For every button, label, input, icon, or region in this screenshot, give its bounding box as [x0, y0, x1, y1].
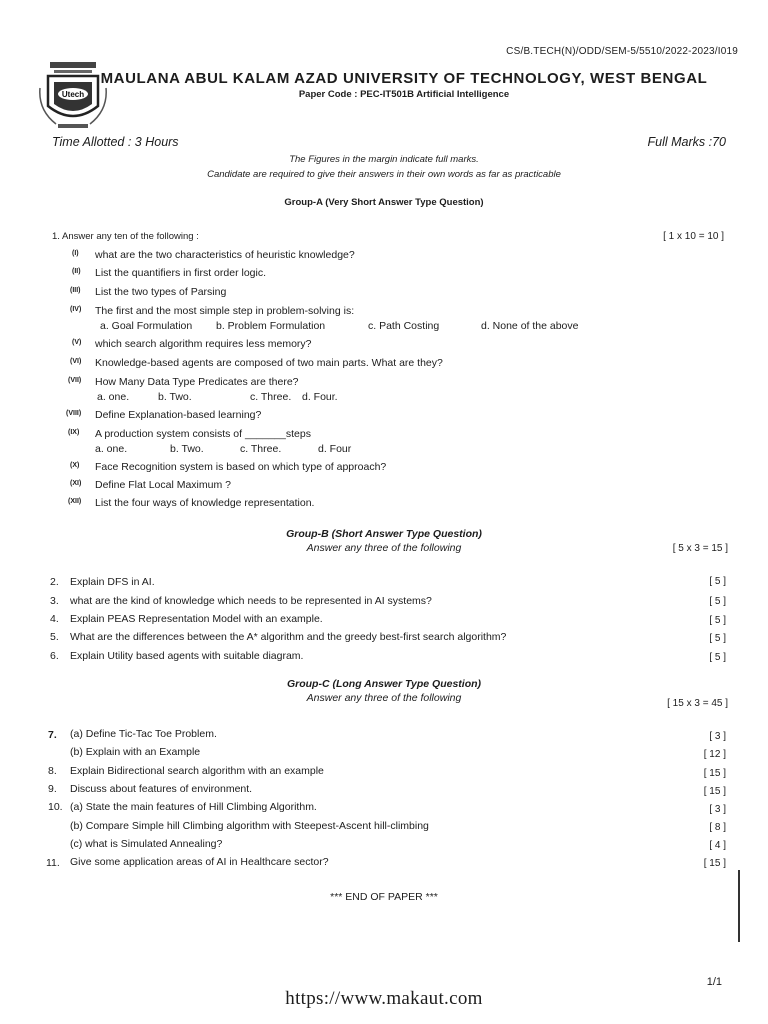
item-number: (VII)	[68, 377, 82, 384]
item-number: (III)	[70, 287, 81, 294]
question-marks: [ 15 ]	[703, 786, 726, 797]
question-marks: [ 15 ]	[703, 858, 726, 869]
question-marks: [ 5 ]	[709, 615, 726, 626]
item-number: (X)	[70, 462, 80, 469]
margin-line	[738, 870, 740, 942]
question-text: (b) Explain with an Example	[70, 746, 201, 758]
option-ix-a: a. one.	[95, 443, 128, 455]
list-item: Define Explanation-based learning?	[95, 409, 262, 421]
question-marks: [ 15 ]	[703, 768, 726, 779]
question-number: 5.	[50, 631, 59, 643]
question-marks: [ 4 ]	[709, 840, 726, 851]
group-c-title: Group-C (Long Answer Type Question)	[286, 678, 482, 690]
question-text: (a) Define Tic-Tac Toe Problem.	[70, 728, 217, 740]
option-iv-d: d. None of the above	[481, 320, 579, 332]
list-item: what are the two characteristics of heuristic knowledge?	[95, 249, 355, 261]
group-a-title: Group-A (Very Short Answer Type Question)	[284, 197, 484, 208]
item-number: (VIII)	[66, 410, 82, 417]
option-ix-d: d. Four	[318, 443, 352, 455]
option-ix-b: b. Two.	[170, 443, 204, 455]
list-item: List the quantifiers in first order logic.	[95, 267, 266, 279]
q1-label: 1. Answer any ten of the following :	[52, 231, 199, 242]
question-marks: [ 3 ]	[709, 804, 726, 815]
question-text: what are the kind of knowledge which needs to be represented in AI systems?	[70, 595, 432, 607]
footer-url[interactable]: https://www.makaut.com	[285, 988, 483, 1009]
list-item: which search algorithm requires less memory?	[95, 338, 312, 350]
question-marks: [ 3 ]	[709, 731, 726, 742]
svg-text:Utech: Utech	[61, 90, 85, 99]
list-item: The first and the most simple step in problem-solving is:	[95, 305, 355, 317]
question-text: What are the differences between the A* algorithm and the greedy best-first search algorithm?	[70, 631, 507, 643]
list-item: Knowledge-based agents are composed of two main parts. What are they?	[95, 357, 443, 369]
option-vii-d: d. Four.	[302, 391, 338, 403]
item-number: (I)	[72, 250, 79, 257]
item-number: (XII)	[68, 498, 82, 505]
option-vii-c: c. Three.	[250, 391, 292, 403]
question-text: Explain Utility based agents with suitable diagram.	[70, 650, 304, 662]
paper-code: Paper Code : PEC-IT501B Artificial Intelligence	[298, 89, 510, 100]
question-number: 2.	[50, 576, 59, 588]
question-text: (a) State the main features of Hill Climbing Algorithm.	[70, 801, 317, 813]
list-item: Define Flat Local Maximum ?	[95, 479, 231, 491]
option-iv-a: a. Goal Formulation	[100, 320, 193, 332]
question-number: 11.	[46, 857, 60, 869]
list-item: Face Recognition system is based on which type of approach?	[95, 461, 387, 473]
list-item: List the four ways of knowledge representation.	[95, 497, 315, 509]
time-allotted: Time Allotted : 3 Hours	[52, 135, 179, 149]
item-number: (II)	[72, 268, 81, 275]
item-number: (XI)	[70, 480, 82, 487]
list-item: A production system consists of _______steps	[95, 428, 311, 440]
question-marks: [ 5 ]	[709, 596, 726, 607]
question-marks: [ 8 ]	[709, 822, 726, 833]
page-number: 1/1	[706, 976, 722, 988]
question-marks: [ 5 ]	[709, 576, 726, 587]
full-marks: Full Marks :70	[647, 135, 726, 149]
question-text: Explain DFS in AI.	[70, 576, 155, 588]
question-number: 4.	[50, 613, 59, 625]
option-ix-c: c. Three.	[240, 443, 282, 455]
group-c-marks: [ 15 x 3 = 45 ]	[667, 698, 728, 709]
question-number: 9.	[48, 783, 57, 795]
question-number: 7.	[48, 729, 57, 741]
paper-id: CS/B.TECH(N)/ODD/SEM-5/5510/2022-2023/I019	[506, 46, 738, 57]
option-iv-b: b. Problem Formulation	[216, 320, 326, 332]
group-b-subtitle: Answer any three of the following	[306, 542, 462, 554]
question-number: 3.	[50, 595, 59, 607]
item-number: (V)	[72, 339, 82, 346]
question-marks: [ 5 ]	[709, 652, 726, 663]
end-of-paper: *** END OF PAPER ***	[330, 891, 438, 903]
question-text: Discuss about features of environment.	[70, 783, 253, 795]
question-number: 10.	[48, 801, 63, 813]
group-b-marks: [ 5 x 3 = 15 ]	[672, 543, 728, 554]
question-text: Give some application areas of AI in Healthcare sector?	[70, 856, 329, 868]
question-number: 6.	[50, 650, 59, 662]
question-marks: [ 12 ]	[703, 749, 726, 760]
list-item: How Many Data Type Predicates are there?	[95, 376, 299, 388]
instruction-2: Candidate are required to give their answers in their own words as far as practicable	[207, 169, 561, 180]
option-iv-c: c. Path Costing	[368, 320, 440, 332]
group-b-title: Group-B (Short Answer Type Question)	[286, 528, 482, 540]
list-item: List the two types of Parsing	[95, 286, 227, 298]
question-marks: [ 5 ]	[709, 633, 726, 644]
question-text: (c) what is Simulated Annealing?	[70, 838, 223, 850]
university-name: MAULANA ABUL KALAM AZAD UNIVERSITY OF TECHNOLOGY, WEST BENGAL	[100, 70, 708, 87]
option-vii-b: b. Two.	[158, 391, 192, 403]
q1-marks: [ 1 x 10 = 10 ]	[663, 231, 724, 242]
item-number: (VI)	[70, 358, 82, 365]
group-c-subtitle: Answer any three of the following	[306, 692, 462, 704]
option-vii-a: a. one.	[97, 391, 130, 403]
instruction-1: The Figures in the margin indicate full marks.	[289, 154, 479, 165]
question-text: (b) Compare Simple hill Climbing algorithm with Steepest-Ascent hill-climbing	[70, 820, 429, 832]
item-number: (IX)	[68, 429, 80, 436]
question-text: Explain PEAS Representation Model with an example.	[70, 613, 323, 625]
item-number: (IV)	[70, 306, 82, 313]
question-text: Explain Bidirectional search algorithm with an example	[70, 765, 324, 777]
question-number: 8.	[48, 765, 57, 777]
